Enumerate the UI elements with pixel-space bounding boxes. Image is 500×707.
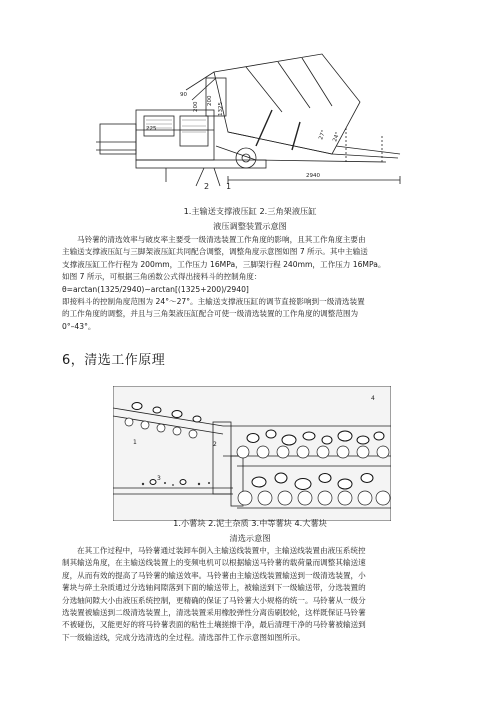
paragraph-working-process [62,545,438,644]
figure1-title: 液压调整装置示意图 [213,221,287,231]
schematic-marker-2: 2 [213,441,217,448]
text-line: 0°–43°。 [62,321,96,331]
schematic-marker-4: 4 [371,395,375,402]
schematic-marker-1: 1 [133,439,137,446]
cleaning-schematic-figure [113,386,391,521]
text-line: 的工作角度的调整，并且与三角架液压缸配合可使一级清选装置的工作角度的调整范围为 [62,309,359,319]
text-line: 主输送支撑液压缸与三脚架液压缸共同配合调整，调整角度示意图如图 7 所示。其中主输送 [62,247,368,257]
text-line: 制其输送角度，在主输送线装置上的变频电机可以根据输送马铃薯的载荷量而调整其输送速 [62,558,366,568]
text-line: 不被碰伤，又能更好的将马铃薯表面的粘性土壤搓擦干净，最后清理干净的马铃薯被输送到 [62,620,366,630]
text-line: 薯块与碎土杂质通过分选轴间隙落到下面的输送带上，被输送到下一级输送带，分选装置的 [62,583,366,593]
dim-1325: 1325 [218,102,224,116]
text-line: 选装置被输送到二级清选装置上，清选装置采用橡胶弹性分离齿刷胶轮，这样既保证马铃薯 [62,608,366,618]
dim-200-a: 200 [193,101,199,112]
angle-24: 24° [332,131,342,143]
figure2-legend: 1.小薯块 2.泥土杂质 3.中等薯块 4.大薯块 [173,518,327,528]
dim-200-b: 200 [207,95,213,106]
text-line: 下一级输送线，完成分选清选的全过程。清选部件工作示意图如图所示。 [62,632,305,642]
section-heading: 6，清选工作原理 [62,353,166,368]
text-line: 分选轴间隙大小由液压系统控制，更精确的保证了马铃薯大小规格的统一。马铃薯从一级分 [62,595,366,605]
schematic-marker-3: 3 [157,475,161,482]
text-line: 在其工作过程中，马铃薯通过装卸车倒入主输送线装置中，主输送线装置由液压系统控 [77,546,366,555]
hydraulic-adjustment-figure [96,50,426,198]
dim-225: 225 [146,126,157,132]
dim-90: 90 [180,92,187,98]
text-line: 度，从而有效的提高了马铃薯的输送效率。马铃薯由主输送线装置输送到一级清选装置，小 [62,570,366,580]
text-line: 即接料斗的控制角度范围为 24°～27°。主输送支撑液压缸的调节直接影响到一级清选装置 [62,297,365,307]
marker-2: 2 [204,182,210,191]
text-line: 马铃薯的清选效率与破皮率主要受一级清选装置工作角度的影响，且其工作角度主要由 [77,235,366,244]
angle-27: 27° [318,129,328,141]
figure1-legend: 1.主输送支撑液压缸 2.三角架液压缸 [183,206,317,216]
marker-1: 1 [226,182,232,191]
paragraph-hydraulic [62,234,438,333]
formula-line: θ=arctan(1325/2940)~arctan[(1325+200)/2940] [62,284,249,294]
dim-2940: 2940 [306,173,320,179]
figure2-title: 清选示意图 [229,533,271,543]
text-line: 支撑液压缸工作行程为 200mm，工作压力 16MPa，三脚架行程 240mm，工作压力 16MPa。 [62,259,386,269]
text-line: 如图 7 所示，可根据三角函数公式得出接料斗的控制角度： [62,272,262,282]
